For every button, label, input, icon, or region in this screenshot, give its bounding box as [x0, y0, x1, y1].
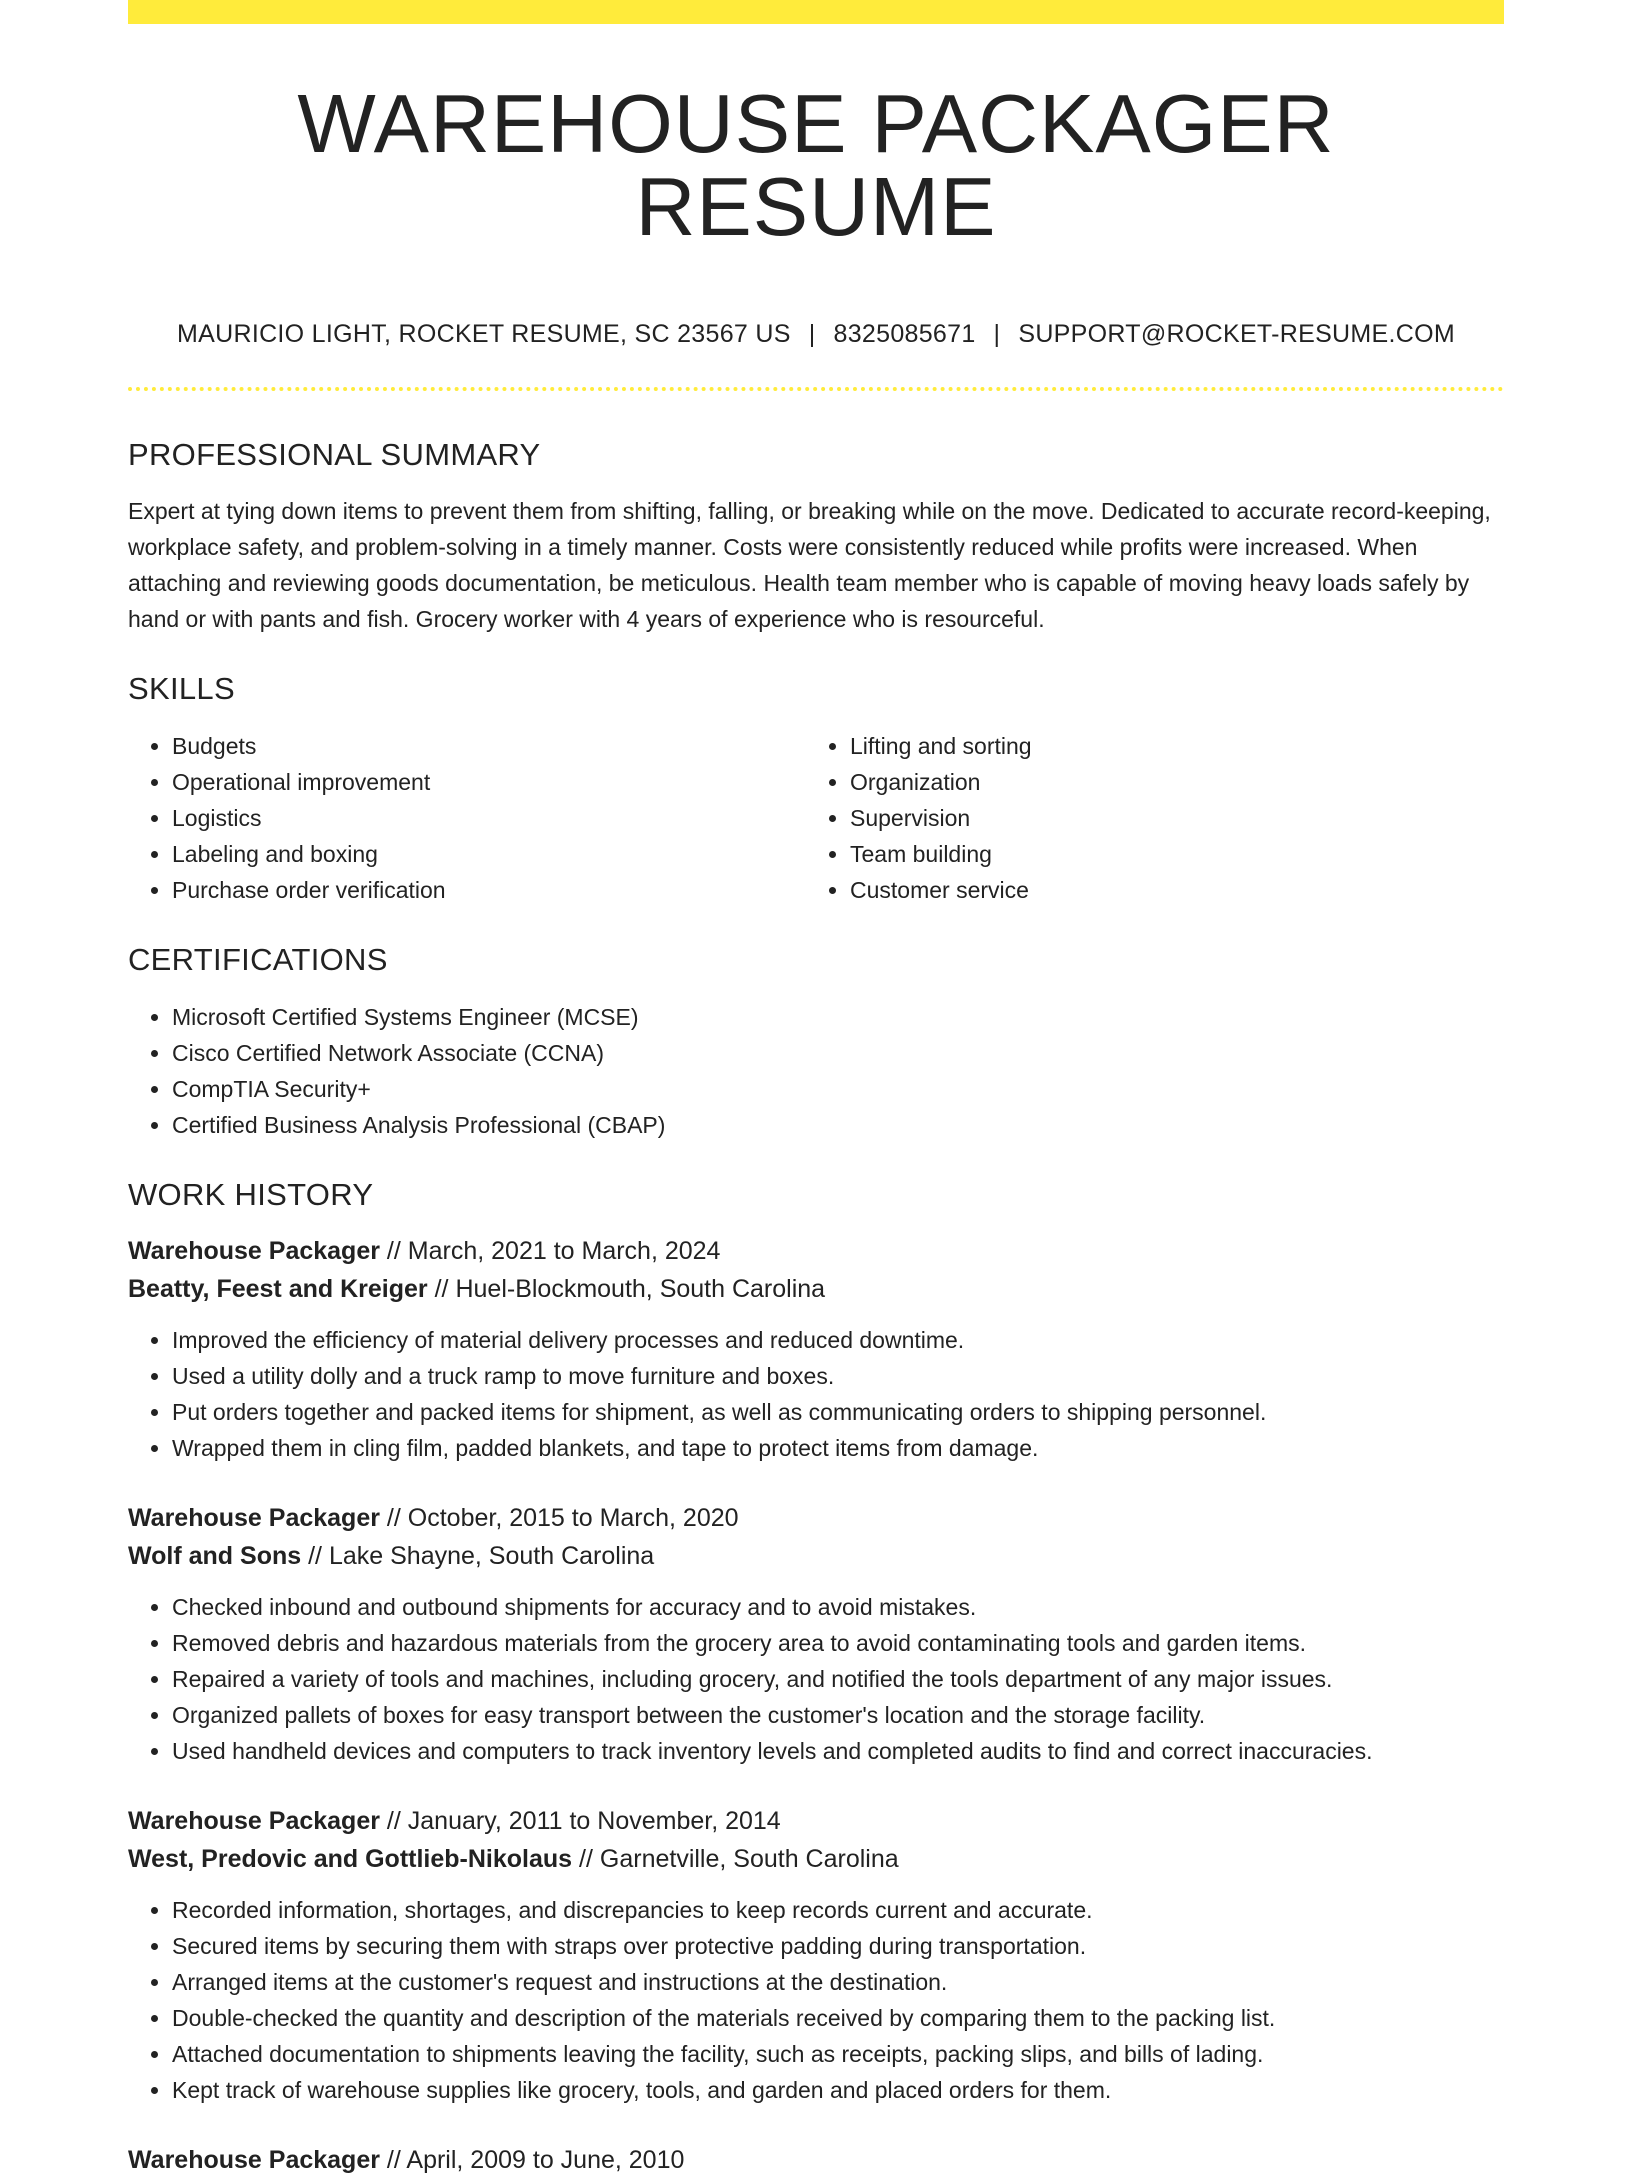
job-bullet: • Recorded information, shortages, and discrepancies to keep records current and accurate.	[172, 1892, 1504, 1928]
job-separator: //	[386, 1237, 401, 1265]
job-separator: //	[434, 1275, 449, 1303]
job-separator: //	[386, 1807, 401, 1835]
certification-item: • CompTIA Security+	[172, 1071, 1504, 1107]
job-bullets	[128, 1892, 1504, 2108]
job-dates: January, 2011 to November, 2014	[407, 1807, 781, 1835]
job-bullet: • Checked inbound and outbound shipments for accuracy and to avoid mistakes.	[172, 1589, 1504, 1625]
skill-item: • Supervision	[850, 800, 1484, 836]
job-bullet: • Wrapped them in cling film, padded blankets, and tape to protect items from damage.	[172, 1430, 1504, 1466]
job-title: Warehouse Packager	[128, 1504, 380, 1532]
job-bullet: • Improved the efficiency of material delivery processes and reduced downtime.	[172, 1322, 1504, 1358]
skills-section	[128, 673, 1504, 908]
skills-list-left	[128, 728, 806, 908]
contact-address: MAURICIO LIGHT, ROCKET RESUME, SC 23567 US	[177, 320, 791, 348]
job-bullet: • Kept track of warehouse supplies like grocery, tools, and garden and placed orders for them.	[172, 2072, 1504, 2108]
job-title: Warehouse Packager	[128, 1237, 380, 1265]
certification-item: • Cisco Certified Network Associate (CCNA)	[172, 1035, 1504, 1071]
job-bullets	[128, 1322, 1504, 1466]
contact-separator: |	[993, 320, 1001, 348]
skill-item: • Purchase order verification	[172, 872, 806, 908]
skills-list-right	[806, 728, 1484, 908]
job-dates: March, 2021 to March, 2024	[407, 1237, 721, 1265]
job-entry	[128, 1499, 1504, 1769]
skill-item: • Logistics	[172, 800, 806, 836]
job-bullet: • Put orders together and packed items for shipment, as well as communicating orders to shipping personnel.	[172, 1394, 1504, 1430]
work-history-section	[128, 1179, 1504, 2179]
contact-email: SUPPORT@ROCKET-RESUME.COM	[1018, 320, 1455, 348]
contact-separator: |	[808, 320, 816, 348]
job-company: Beatty, Feest and Kreiger	[128, 1275, 428, 1303]
job-bullets	[128, 1589, 1504, 1769]
certification-item: • Certified Business Analysis Professional (CBAP)	[172, 1107, 1504, 1143]
job-company: West, Predovic and Gottlieb-Nikolaus	[128, 1845, 573, 1873]
job-separator: //	[386, 1504, 401, 1532]
job-bullet: • Attached documentation to shipments leaving the facility, such as receipts, packing slips, and bills of lading.	[172, 2036, 1504, 2072]
resume-page	[128, 0, 1504, 2179]
job-separator: //	[308, 1542, 323, 1570]
job-location: Lake Shayne, South Carolina	[328, 1542, 655, 1570]
job-company-line	[128, 1537, 1504, 1575]
job-title: Warehouse Packager	[128, 2146, 380, 2174]
contact-line	[128, 320, 1504, 349]
job-bullet: • Used a utility dolly and a truck ramp to move furniture and boxes.	[172, 1358, 1504, 1394]
job-company-line	[128, 1270, 1504, 1308]
summary-text: Expert at tying down items to prevent them from shifting, falling, or breaking while on the move. Dedicated to accurate record-keeping, workplace safety, and problem-solving in a timely manner. Costs were consistently reduced while profits were increased. When attaching and reviewing goods documentation, be meticulous. Health team member who is capable of moving heavy loads safely by hand or with pants and fish. Grocery worker with 4 years of experience who is resourceful.	[128, 498, 1491, 632]
skills-columns	[128, 704, 1504, 908]
job-bullet: • Used handheld devices and computers to track inventory levels and completed audits to find and correct inaccuracies.	[172, 1733, 1504, 1769]
job-dates: October, 2015 to March, 2020	[407, 1504, 739, 1532]
job-entry	[128, 1232, 1504, 1466]
job-separator: //	[579, 1845, 593, 1873]
job-bullet: • Removed debris and hazardous materials from the grocery area to avoid contaminating tools and garden items.	[172, 1625, 1504, 1661]
skill-item: • Customer service	[850, 872, 1484, 908]
job-entry	[128, 1802, 1504, 2108]
job-title: Warehouse Packager	[128, 1807, 380, 1835]
certifications-section	[128, 944, 1504, 1143]
job-separator: //	[386, 2146, 401, 2174]
job-bullet: • Double-checked the quantity and description of the materials received by comparing them to the packing list.	[172, 2000, 1504, 2036]
job-location: Garnetville, South Carolina	[599, 1845, 899, 1873]
skill-item: • Operational improvement	[172, 764, 806, 800]
job-company: Wolf and Sons	[128, 1542, 302, 1570]
section-heading: SKILLS	[128, 671, 235, 706]
summary-section	[128, 439, 1504, 637]
certifications-list	[128, 999, 1504, 1143]
skill-item: • Lifting and sorting	[850, 728, 1484, 764]
section-heading: WORK HISTORY	[128, 1177, 374, 1212]
job-location: Huel-Blockmouth, South Carolina	[455, 1275, 826, 1303]
job-bullet: • Arranged items at the customer's request and instructions at the destination.	[172, 1964, 1504, 2000]
job-company-line	[128, 1840, 1504, 1878]
job-entry	[128, 2141, 1504, 2179]
section-heading: CERTIFICATIONS	[128, 942, 388, 977]
dotted-divider	[128, 387, 1504, 391]
page-title: WAREHOUSE PACKAGER RESUME	[297, 77, 1335, 253]
skill-item: • Budgets	[172, 728, 806, 764]
job-title-line	[128, 1499, 1504, 1537]
contact-phone: 8325085671	[833, 320, 976, 348]
accent-bar	[128, 0, 1504, 24]
skill-item: • Labeling and boxing	[172, 836, 806, 872]
skill-item: • Team building	[850, 836, 1484, 872]
jobs-list	[128, 1232, 1504, 2179]
skill-item: • Organization	[850, 764, 1484, 800]
job-dates: April, 2009 to June, 2010	[406, 2146, 685, 2174]
job-bullet: • Repaired a variety of tools and machines, including grocery, and notified the tools department of any major issues.	[172, 1661, 1504, 1697]
job-bullet: • Organized pallets of boxes for easy transport between the customer's location and the storage facility.	[172, 1697, 1504, 1733]
job-title-line	[128, 2141, 1504, 2179]
section-heading: PROFESSIONAL SUMMARY	[128, 437, 541, 472]
job-title-line	[128, 1232, 1504, 1270]
certification-item: • Microsoft Certified Systems Engineer (MCSE)	[172, 999, 1504, 1035]
job-title-line	[128, 1802, 1504, 1840]
job-bullet: • Secured items by securing them with straps over protective padding during transportation.	[172, 1928, 1504, 1964]
